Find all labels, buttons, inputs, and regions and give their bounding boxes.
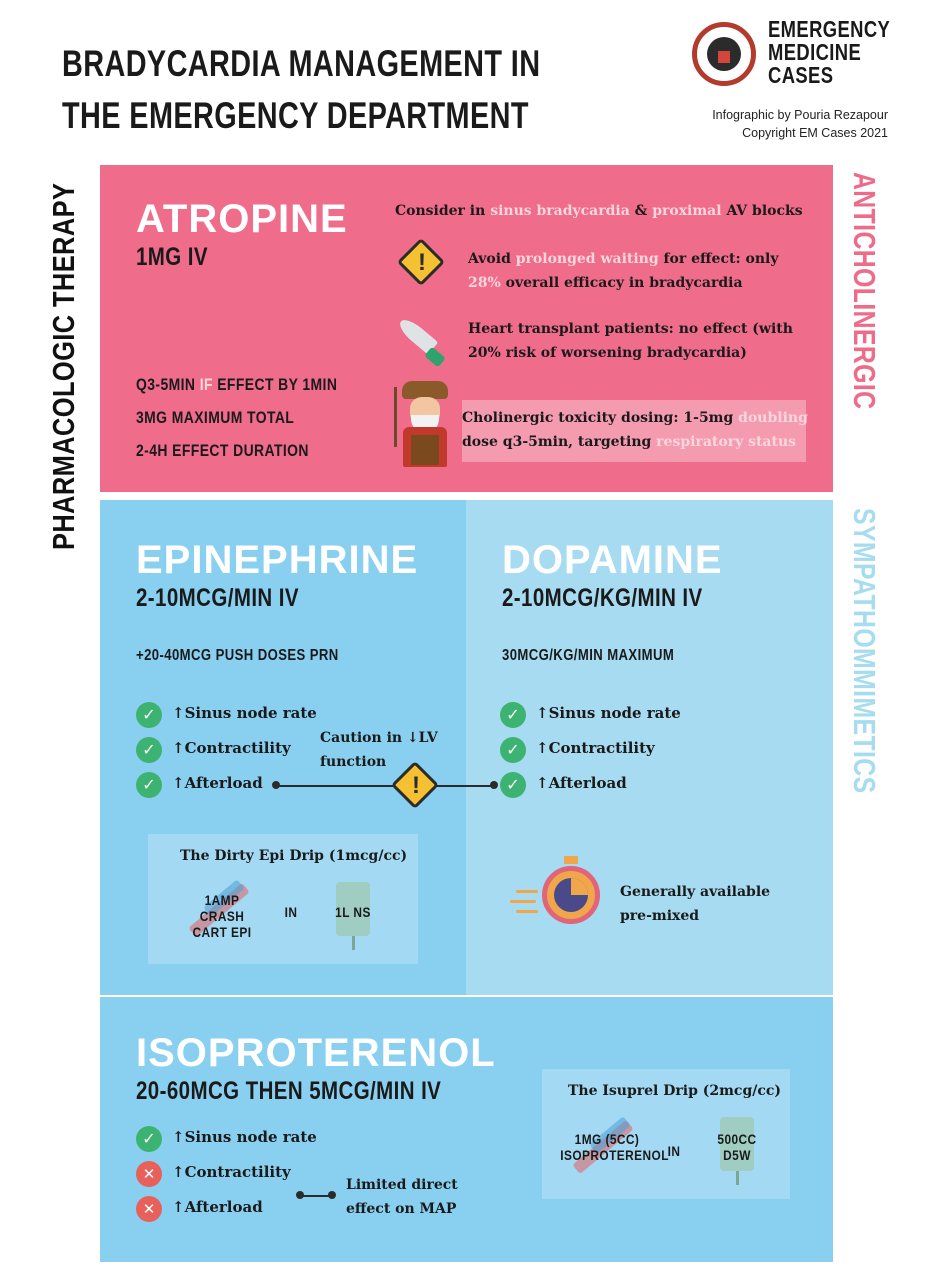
premixed-text: Generally available pre-mixed	[620, 884, 771, 924]
epi-effect-afterload: ↑Afterload	[172, 774, 263, 792]
em-cases-logo	[692, 18, 892, 88]
isoproterenol-panel	[100, 997, 833, 1262]
side-label	[32, 172, 92, 550]
atropine-transplant: Heart transplant patients: no effect (with 20% risk of worsening bradycardia)	[468, 321, 793, 361]
side-label-text: PHARMACOLOGIC THERAPY	[46, 182, 81, 550]
credit	[712, 106, 888, 142]
atropine-consider: Consider in sinus bradycardia & proximal AV blocks	[395, 203, 803, 219]
epi-drip-title: The Dirty Epi Drip (1mcg/cc)	[180, 848, 408, 864]
epi-effect-sinus: ↑Sinus node rate	[172, 704, 317, 722]
logo-text-line-2: MEDICINE	[768, 39, 862, 65]
credit-copyright: Copyright EM Cases 2021	[742, 126, 888, 140]
check-icon: ✓	[500, 737, 526, 763]
dopamine-max-note: 30MCG/KG/MIN MAXIMUM	[502, 647, 675, 664]
dopamine-name: DOPAMINE	[502, 538, 723, 582]
atropine-repeat-dosing: Q3-5MIN IF EFFECT BY 1MIN	[136, 375, 338, 394]
dopa-effect-contractility: ↑Contractility	[536, 739, 655, 757]
caution-lv-text: Caution in ↓LV function	[320, 730, 438, 770]
logo-text-line-3: CASES	[768, 62, 834, 88]
iso-drip-bag: 500CC D5W	[717, 1131, 757, 1163]
iso-effect-sinus: ↑Sinus node rate	[172, 1128, 317, 1146]
credit-author: Infographic by Pouria Rezapour	[712, 108, 888, 122]
caution-connector-line	[276, 785, 494, 787]
anticholinergic-label: ANTICHOLINERGIC	[847, 172, 882, 410]
dopa-effect-afterload: ↑Afterload	[536, 774, 627, 792]
iso-effect-afterload: ↑Afterload	[172, 1198, 263, 1216]
isoproterenol-dose: 20-60MCG THEN 5MCG/MIN IV	[136, 1077, 442, 1105]
epinephrine-name: EPINEPHRINE	[136, 538, 419, 582]
check-icon: ✓	[500, 772, 526, 798]
iso-effect-contractility: ↑Contractility	[172, 1163, 291, 1181]
x-icon: ✕	[136, 1196, 162, 1222]
x-icon: ✕	[136, 1161, 162, 1187]
limited-map-text: Limited direct effect on MAP	[346, 1177, 458, 1217]
iso-drip-in: IN	[667, 1143, 681, 1159]
isoproterenol-name: ISOPROTERENOL	[136, 1031, 496, 1075]
epi-drip-bag: 1L NS	[335, 904, 371, 920]
check-icon: ✓	[136, 772, 162, 798]
epi-drip-ampule: 1AMP CRASH CART EPI	[192, 892, 252, 940]
check-icon: ✓	[500, 702, 526, 728]
epi-drip-in: IN	[284, 904, 298, 920]
iso-drip-box	[542, 1069, 790, 1199]
epi-effect-contractility: ↑Contractility	[172, 739, 291, 757]
iso-drip-ampule: 1MG (5CC) ISOPROTERENOL	[560, 1131, 669, 1163]
cholinergic-text: Cholinergic toxicity dosing: 1-5mg doubling dose q3-5min, targeting respiratory status	[462, 410, 808, 450]
epinephrine-push-note: +20-40MCG PUSH DOSES PRN	[136, 647, 339, 664]
dopa-effect-sinus: ↑Sinus node rate	[536, 704, 681, 722]
sympathomimetics-label: SYMPATHOMMIMETICS	[847, 508, 882, 794]
check-icon: ✓	[136, 702, 162, 728]
check-icon: ✓	[136, 1126, 162, 1152]
title-line-2: THE EMERGENCY DEPARTMENT	[62, 95, 529, 136]
dopamine-panel	[466, 500, 833, 995]
dopamine-dose: 2-10MCG/KG/MIN IV	[502, 584, 703, 612]
check-icon: ✓	[136, 737, 162, 763]
page-title	[62, 38, 546, 142]
epi-drip-box	[148, 834, 418, 964]
atropine-dose: 1MG IV	[136, 243, 208, 271]
atropine-name: ATROPINE	[136, 197, 348, 241]
epinephrine-dose: 2-10MCG/MIN IV	[136, 584, 299, 612]
atropine-avoid: Avoid prolonged waiting for effect: only 28% overall efficacy in bradycardia	[468, 251, 779, 291]
atropine-max-dose: 3MG MAXIMUM TOTAL	[136, 408, 295, 427]
logo-text-line-1: EMERGENCY	[768, 16, 891, 42]
atropine-panel: ATROPINE 1MG IV Consider in sinus bradycardia & proximal AV blocks ! Avoid prolonged waiting for effect: only 28% overall efficacy in bradycardia Heart transplant patients: no effect (with 20% risk of worsening bradycardia) Q3-5MIN IF EFFECT BY 1MIN 3MG MAXIMUM TOTAL 2-4H EFFECT DURATION	[100, 165, 833, 492]
title-line-1: BRADYCARDIA MANAGEMENT IN	[62, 43, 541, 84]
iso-drip-title: The Isuprel Drip (2mcg/cc)	[568, 1083, 782, 1099]
logo-text	[768, 16, 891, 88]
doctor-logo-icon	[692, 22, 756, 86]
atropine-duration: 2-4H EFFECT DURATION	[136, 441, 309, 460]
epinephrine-panel	[100, 500, 466, 995]
cholinergic-toxicity-box	[462, 400, 806, 462]
